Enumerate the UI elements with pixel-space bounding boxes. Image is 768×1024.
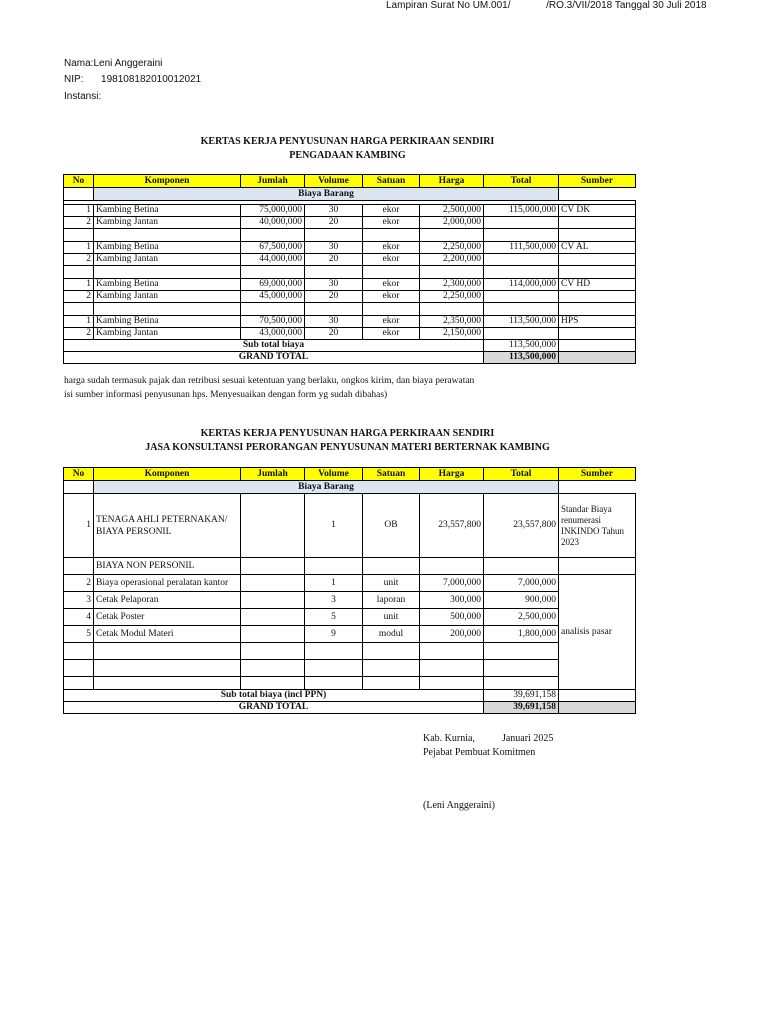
empty-row <box>64 677 636 690</box>
table-row <box>64 328 636 340</box>
empty-cell <box>94 643 241 660</box>
header-komponen: Komponen <box>94 175 241 188</box>
cell-komponen: Cetak Modul Materi <box>94 626 241 643</box>
empty-cell <box>241 660 305 677</box>
subtotal-label: Sub total biaya <box>64 340 484 352</box>
empty-cell <box>305 229 363 242</box>
subtotal-row <box>64 340 636 352</box>
table-row <box>64 609 636 626</box>
cell-komponen: Kambing Jantan <box>94 291 241 303</box>
empty-cell <box>64 660 94 677</box>
letter-reference-part2: /RO.3/VII/2018 Tanggal 30 Juli 2018 <box>546 0 707 11</box>
cell-harga: 23,557,800 <box>420 494 484 558</box>
empty-cell <box>363 677 420 690</box>
header-total: Total <box>484 468 559 481</box>
cell-no: 4 <box>64 609 94 626</box>
cell-no: 2 <box>64 575 94 592</box>
cell-satuan: ekor <box>363 328 420 340</box>
signature-date: Januari 2025 <box>501 733 554 744</box>
subheader-biaya-barang: Biaya Barang <box>94 188 559 201</box>
cell-volume: 5 <box>305 609 363 626</box>
table-row <box>64 575 636 592</box>
cell-harga: 500,000 <box>420 609 484 626</box>
empty-cell <box>484 303 559 316</box>
cell-sumber: analisis pasar <box>559 575 636 690</box>
group-rows <box>64 201 636 340</box>
empty-cell <box>420 677 484 690</box>
header-jumlah: Jumlah <box>241 175 305 188</box>
cell-harga: 7,000,000 <box>420 575 484 592</box>
personil-row <box>64 494 636 558</box>
empty-cell <box>241 643 305 660</box>
table-row <box>64 592 636 609</box>
non-personil-row <box>64 558 636 575</box>
cell-jumlah: 43,000,000 <box>241 328 305 340</box>
cell-no: 1 <box>64 494 94 558</box>
table-row <box>64 626 636 643</box>
nama-line: Nama:Leni Anggeraini <box>64 58 163 69</box>
cell-total <box>484 217 559 229</box>
subtotal-label: Sub total biaya (incl PPN) <box>64 690 484 702</box>
cell-satuan: laporan <box>363 592 420 609</box>
grand-total-row <box>64 702 636 714</box>
empty-cell <box>305 677 363 690</box>
cell-harga: 2,250,000 <box>420 242 484 254</box>
hps-table-kambing <box>63 174 636 364</box>
cell-satuan: OB <box>363 494 420 558</box>
cell-satuan: unit <box>363 575 420 592</box>
signature-role: Pejabat Pembuat Komitmen <box>423 747 536 758</box>
cell-no: 1 <box>64 242 94 254</box>
header-volume: Volume <box>305 175 363 188</box>
cell-satuan: ekor <box>363 254 420 266</box>
header-sumber: Sumber <box>559 468 636 481</box>
header-jumlah: Jumlah <box>241 468 305 481</box>
cell-total <box>484 291 559 303</box>
cell-jumlah: 67,500,000 <box>241 242 305 254</box>
instansi-line: Instansi: <box>64 91 102 102</box>
non-personil-label: BIAYA NON PERSONIL <box>94 558 241 575</box>
header-harga: Harga <box>420 175 484 188</box>
grand-total-value: 39,691,158 <box>484 702 559 714</box>
empty-cell <box>484 660 559 677</box>
cell-volume: 30 <box>305 316 363 328</box>
cell-komponen: Kambing Betina <box>94 242 241 254</box>
subheader-row <box>64 188 636 201</box>
empty-cell <box>363 229 420 242</box>
empty-cell <box>484 266 559 279</box>
empty-cell <box>305 643 363 660</box>
cell-komponen: Kambing Jantan <box>94 217 241 229</box>
table-row <box>64 254 636 266</box>
cell-harga: 2,200,000 <box>420 254 484 266</box>
cell-volume: 1 <box>305 575 363 592</box>
cell-harga: 2,300,000 <box>420 279 484 291</box>
cell-volume: 20 <box>305 217 363 229</box>
table-row <box>64 242 636 254</box>
cell-jumlah: 69,000,000 <box>241 279 305 291</box>
cell-harga: 300,000 <box>420 592 484 609</box>
cell-volume: 20 <box>305 254 363 266</box>
empty-cell <box>241 303 305 316</box>
cell-harga: 2,500,000 <box>420 205 484 217</box>
cell-no: 5 <box>64 626 94 643</box>
cell-sumber: CV DK <box>559 205 636 217</box>
cell-volume: 30 <box>305 242 363 254</box>
empty-cell <box>64 303 94 316</box>
empty-cell <box>241 229 305 242</box>
cell-total: 114,000,000 <box>484 279 559 291</box>
cell-total: 115,000,000 <box>484 205 559 217</box>
cell-jumlah <box>241 494 305 558</box>
cell-no: 2 <box>64 217 94 229</box>
section1-subtitle: PENGADAAN KAMBING <box>289 150 406 161</box>
spacer-row <box>64 266 636 279</box>
header-harga: Harga <box>420 468 484 481</box>
empty-cell <box>94 677 241 690</box>
cell-volume: 20 <box>305 328 363 340</box>
cell-sumber: HPS <box>559 316 636 328</box>
empty-row <box>64 660 636 677</box>
empty-cell <box>64 229 94 242</box>
cell-satuan: modul <box>363 626 420 643</box>
cell-sumber: CV HD <box>559 279 636 291</box>
empty-cell <box>94 303 241 316</box>
table-header-row <box>64 175 636 188</box>
cell-jumlah <box>241 575 305 592</box>
cell-jumlah: 45,000,000 <box>241 291 305 303</box>
nip-label: NIP: <box>64 74 84 85</box>
header-satuan: Satuan <box>363 175 420 188</box>
table-row <box>64 217 636 229</box>
header-no: No <box>64 468 94 481</box>
cell-komponen: Kambing Jantan <box>94 254 241 266</box>
empty-row <box>64 643 636 660</box>
signature-place: Kab. Kurnia, <box>423 733 475 744</box>
cell-volume: 30 <box>305 279 363 291</box>
header-satuan: Satuan <box>363 468 420 481</box>
cell-sumber: Standar Biaya renumerasi INKINDO Tahun 2023 <box>559 494 636 558</box>
subtotal-value: 113,500,000 <box>484 340 559 352</box>
empty-cell <box>64 677 94 690</box>
cell-sumber <box>559 328 636 340</box>
empty-cell <box>363 643 420 660</box>
grand-total-value: 113,500,000 <box>484 352 559 364</box>
section2-title: KERTAS KERJA PENYUSUNAN HARGA PERKIRAAN SENDIRI <box>200 428 495 439</box>
letter-reference <box>386 0 707 11</box>
section1-title: KERTAS KERJA PENYUSUNAN HARGA PERKIRAAN SENDIRI <box>200 136 495 147</box>
subheader-row <box>64 481 636 494</box>
empty-cell <box>241 266 305 279</box>
cell-satuan: unit <box>363 609 420 626</box>
table-row <box>64 205 636 217</box>
cell-satuan: ekor <box>363 279 420 291</box>
empty-cell <box>559 303 636 316</box>
header-volume: Volume <box>305 468 363 481</box>
spacer-row <box>64 229 636 242</box>
signature-place-date <box>423 733 553 744</box>
cell-volume: 1 <box>305 494 363 558</box>
cell-total: 2,500,000 <box>484 609 559 626</box>
cell-volume: 9 <box>305 626 363 643</box>
cell-jumlah <box>241 592 305 609</box>
cell-komponen: Kambing Betina <box>94 205 241 217</box>
cell-no: 2 <box>64 291 94 303</box>
cell-jumlah <box>241 626 305 643</box>
grand-total-row <box>64 352 636 364</box>
cell-total <box>484 328 559 340</box>
table-row <box>64 279 636 291</box>
empty-cell <box>484 677 559 690</box>
cell-total <box>484 254 559 266</box>
non-personil-rows <box>64 575 636 690</box>
cell-total: 1,800,000 <box>484 626 559 643</box>
cell-sumber: CV AL <box>559 242 636 254</box>
note-line-2: isi sumber informasi penyusunan hps. Menyesuaikan dengan form yg sudah dibahas) <box>64 390 388 400</box>
table-row <box>64 316 636 328</box>
cell-no: 1 <box>64 279 94 291</box>
cell-komponen: Kambing Jantan <box>94 328 241 340</box>
header-no: No <box>64 175 94 188</box>
empty-cell <box>363 660 420 677</box>
empty-cell <box>241 677 305 690</box>
subtotal-row <box>64 690 636 702</box>
empty-cell <box>420 229 484 242</box>
cell-jumlah: 70,500,000 <box>241 316 305 328</box>
empty-cell <box>484 643 559 660</box>
cell-total: 7,000,000 <box>484 575 559 592</box>
grand-total-label: GRAND TOTAL <box>64 702 484 714</box>
table-row <box>64 291 636 303</box>
note-line-1: harga sudah termasuk pajak dan retribusi sesuai ketentuan yang berlaku, ongkos kirim, dan biaya perawatan <box>64 376 475 386</box>
cell-sumber <box>559 254 636 266</box>
empty-cell <box>94 229 241 242</box>
cell-total: 111,500,000 <box>484 242 559 254</box>
cell-komponen: TENAGA AHLI PETERNAKAN/ BIAYA PERSONIL <box>94 494 241 558</box>
cell-harga: 2,350,000 <box>420 316 484 328</box>
cell-total: 23,557,800 <box>484 494 559 558</box>
header-sumber: Sumber <box>559 175 636 188</box>
cell-komponen: Kambing Betina <box>94 316 241 328</box>
grand-total-label: GRAND TOTAL <box>64 352 484 364</box>
empty-cell <box>420 660 484 677</box>
section2-subtitle: JASA KONSULTANSI PERORANGAN PENYUSUNAN MATERI BERTERNAK KAMBING <box>145 442 550 453</box>
cell-jumlah: 40,000,000 <box>241 217 305 229</box>
header-komponen: Komponen <box>94 468 241 481</box>
hps-table-konsultansi <box>63 467 636 714</box>
cell-volume: 30 <box>305 205 363 217</box>
cell-jumlah: 44,000,000 <box>241 254 305 266</box>
cell-sumber <box>559 217 636 229</box>
cell-satuan: ekor <box>363 291 420 303</box>
cell-satuan: ekor <box>363 217 420 229</box>
signature-name: (Leni Anggeraini) <box>423 800 495 811</box>
empty-cell <box>94 660 241 677</box>
spacer-row <box>64 303 636 316</box>
cell-volume: 3 <box>305 592 363 609</box>
empty-cell <box>484 229 559 242</box>
nip-value: 198108182010012021 <box>101 74 202 85</box>
cell-harga: 2,150,000 <box>420 328 484 340</box>
cell-no: 1 <box>64 205 94 217</box>
cell-harga: 200,000 <box>420 626 484 643</box>
empty-cell <box>94 266 241 279</box>
header-total: Total <box>484 175 559 188</box>
cell-no: 3 <box>64 592 94 609</box>
cell-no: 2 <box>64 254 94 266</box>
nip-line <box>64 74 201 85</box>
cell-total: 113,500,000 <box>484 316 559 328</box>
letter-reference-part1: Lampiran Surat No UM.001/ <box>386 0 511 11</box>
cell-jumlah: 75,000,000 <box>241 205 305 217</box>
cell-harga: 2,000,000 <box>420 217 484 229</box>
cell-komponen: Biaya operasional peralatan kantor <box>94 575 241 592</box>
cell-satuan: ekor <box>363 316 420 328</box>
empty-cell <box>305 660 363 677</box>
cell-komponen: Cetak Poster <box>94 609 241 626</box>
empty-cell <box>420 643 484 660</box>
empty-cell <box>64 266 94 279</box>
cell-jumlah <box>241 609 305 626</box>
empty-cell <box>420 266 484 279</box>
cell-no: 1 <box>64 316 94 328</box>
cell-komponen: Kambing Betina <box>94 279 241 291</box>
empty-cell <box>363 266 420 279</box>
cell-no: 2 <box>64 328 94 340</box>
cell-satuan: ekor <box>363 242 420 254</box>
empty-cell <box>305 266 363 279</box>
empty-cell <box>363 303 420 316</box>
cell-satuan: ekor <box>363 205 420 217</box>
empty-cell <box>305 303 363 316</box>
empty-cell <box>420 303 484 316</box>
empty-cell <box>559 266 636 279</box>
subheader-biaya-barang: Biaya Barang <box>94 481 559 494</box>
empty-cell <box>64 643 94 660</box>
cell-volume: 20 <box>305 291 363 303</box>
table-header-row <box>64 468 636 481</box>
subtotal-value: 39,691,158 <box>484 690 559 702</box>
empty-cell <box>559 229 636 242</box>
cell-komponen: Cetak Pelaporan <box>94 592 241 609</box>
cell-harga: 2,250,000 <box>420 291 484 303</box>
cell-total: 900,000 <box>484 592 559 609</box>
cell-sumber <box>559 291 636 303</box>
